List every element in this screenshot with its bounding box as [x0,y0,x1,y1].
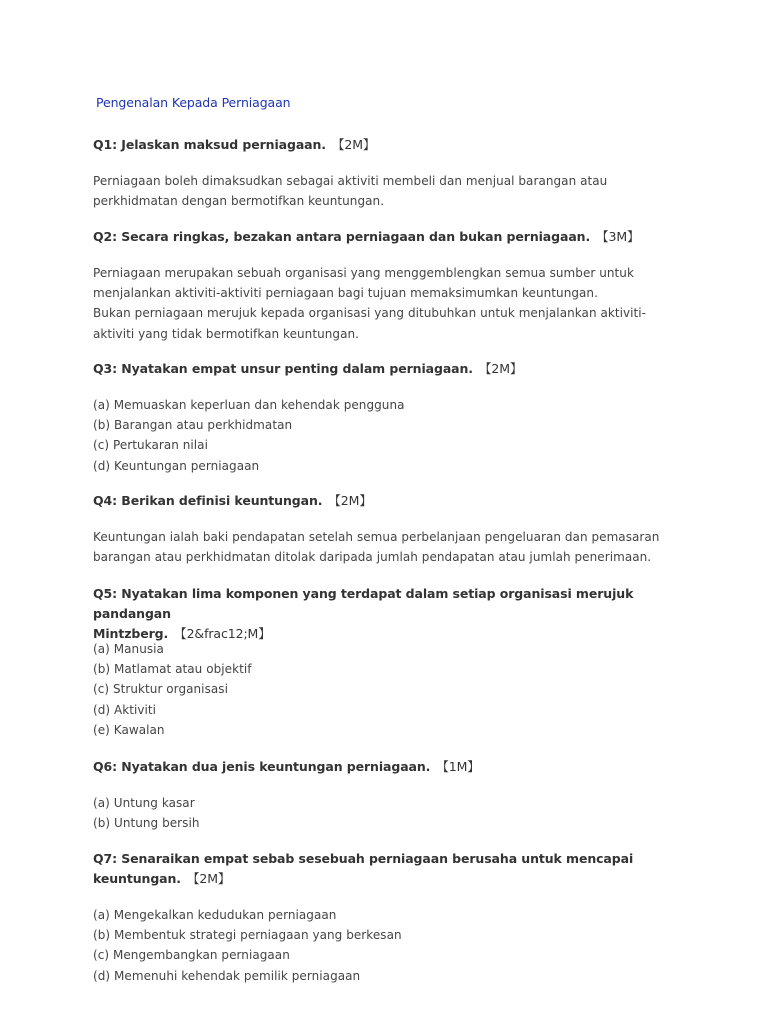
question-text: Q3: Nyatakan empat unsur penting dalam perniagaan. [93,361,473,376]
answer-line: (d) Aktiviti [93,702,157,717]
answer-line: Bukan perniagaan merujuk kepada organisasi yang ditubuhkan untuk menjalankan aktiviti- [93,306,647,321]
mark-badge: 【2M】 [186,871,231,886]
mark-badge: 【1M】 [436,759,480,774]
answer-line: aktiviti yang tidak bermotifkan keuntungan. [93,326,359,341]
answer-line: (b) Barangan atau perkhidmatan [93,418,293,433]
answer-line: barangan atau perkhidmatan ditolak daripada jumlah pendapatan atau jumlah penerimaan. [93,550,652,565]
answer-6 [93,793,693,833]
answer-line: (c) Pertukaran nilai [93,438,208,453]
answer-7 [93,905,693,986]
mark-badge: 【2M】 [331,137,376,152]
answer-4 [93,527,693,567]
answer-line: (a) Manusia [93,642,164,656]
document-title: Pengenalan Kepada Perniagaan [96,95,291,110]
answer-line: (d) Keuntungan perniagaan [93,458,260,473]
question-3 [93,359,693,379]
answer-line: (c) Struktur organisasi [93,682,228,697]
answer-line: (e) Kawalan [93,722,165,737]
answer-line: (a) Memuaskan keperluan dan kehendak pengguna [93,398,405,412]
question-2 [93,227,693,247]
question-text: Q7: Senaraikan empat sebab sesebuah perniagaan berusaha untuk mencapai [93,851,634,866]
question-4 [93,491,693,511]
answer-3 [93,395,693,476]
answer-line: (d) Memenuhi kehendak pemilik perniagaan [93,968,361,983]
answer-line: Perniagaan merupakan sebuah organisasi yang menggemblengkan semua sumber untuk [93,266,634,280]
answer-2 [93,263,693,344]
answer-line: Perniagaan boleh dimaksudkan sebagai aktiviti membeli dan menjual barangan atau [93,174,608,188]
mark-badge: 【3M】 [596,229,640,244]
mark-badge: 【2&frac12;M】 [174,626,271,641]
question-text: Q5: Nyatakan lima komponen yang terdapat dalam setiap organisasi merujuk pandangan [93,586,634,621]
question-6 [93,757,693,777]
answer-line: (b) Membentuk strategi perniagaan yang berkesan [93,928,402,943]
answer-line: (a) Mengekalkan kedudukan perniagaan [93,908,337,922]
question-text: Q1: Jelaskan maksud perniagaan. [93,137,326,152]
mark-badge: 【2M】 [478,361,523,376]
question-7 [93,849,693,889]
answer-line: perkhidmatan dengan bermotifkan keuntungan. [93,194,385,209]
answer-line: (a) Untung kasar [93,796,195,810]
answer-line: menjalankan aktiviti-aktiviti perniagaan bagi tujuan memaksimumkan keuntungan. [93,286,598,301]
mark-badge: 【2M】 [328,493,372,508]
question-text: Q2: Secara ringkas, bezakan antara perniagaan dan bukan perniagaan. [93,229,591,244]
answer-line: (b) Matlamat atau objektif [93,662,252,677]
question-text: Mintzberg. [93,626,169,641]
question-5 [93,584,693,644]
answer-1 [93,171,693,211]
question-text: Q4: Berikan definisi keuntungan. [93,493,323,508]
question-1 [93,135,693,155]
answer-line: (b) Untung bersih [93,816,200,831]
answer-line: Keuntungan ialah baki pendapatan setelah semua perbelanjaan pengeluaran dan pemasaran [93,530,660,544]
answer-line: (c) Mengembangkan perniagaan [93,948,290,963]
question-text: keuntungan. [93,871,181,886]
answer-5 [93,639,693,740]
question-text: Q6: Nyatakan dua jenis keuntungan perniagaan. [93,759,431,774]
